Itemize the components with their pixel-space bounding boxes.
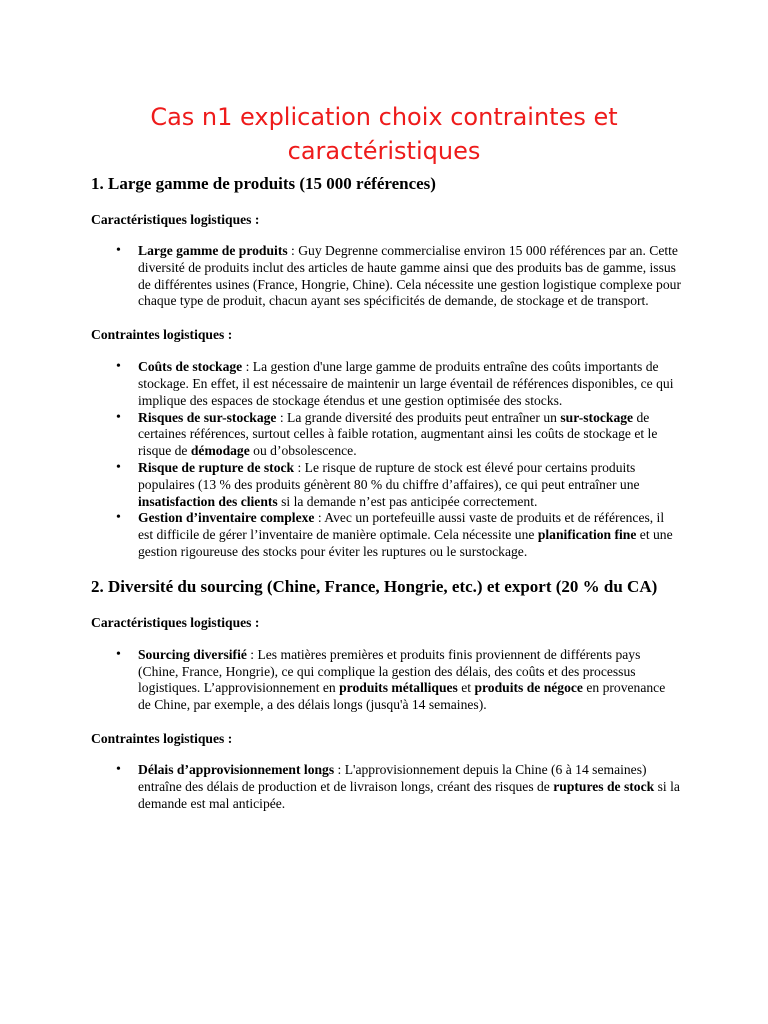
document-title-line-1: Cas n1 explication choix contraintes et <box>150 103 618 132</box>
list-item: • Délais d’approvisionnement longs : L'approvisionnement depuis la Chine (6 à 14 semaines) entraîne des délais de production et de livraison longs, créant des risques de ruptures de stock si la demande est mal anticipée. <box>138 762 681 812</box>
document-title <box>0 100 768 168</box>
list-item: • Large gamme de produits : Guy Degrenne commercialise environ 15 000 références par an. Cette diversité de produits inclut des articles de haute gamme ainsi que des produits bas de gamme, issus de différentes usines (France, Hongrie, Chine). Cela nécessite une gestion logistique complexe pour chaque type de produit, chacun ayant ses spécificités de demande, de stockage et de transport. <box>138 243 681 310</box>
list-item: • Risque de rupture de stock : Le risque de rupture de stock est élevé pour certains produits populaires (13 % des produits génèrent 80 % du chiffre d’affaires), ce qui peut entraîner une insatisfaction des clients si la demande n’est pas anticipée correctement. <box>138 460 681 510</box>
section-2-characteristics-list <box>91 647 681 714</box>
section-2-heading: 2. Diversité du sourcing (Chine, France, Hongrie, etc.) et export (20 % du CA) <box>91 576 658 596</box>
section-1-heading: 1. Large gamme de produits (15 000 références) <box>91 174 436 193</box>
section-1-constraints-label: Contraintes logistiques : <box>91 327 233 343</box>
section-2-characteristics-label: Caractéristiques logistiques : <box>91 614 260 630</box>
section-1-characteristics-list <box>91 243 681 310</box>
list-item: • Gestion d’inventaire complexe : Avec un portefeuille aussi vaste de produits et de références, il est difficile de gérer l’inventaire de manière optimale. Cela nécessite une planification fine et une gestion rigoureuse des stocks pour éviter les ruptures ou le surstockage. <box>138 510 681 560</box>
list-item: • Coûts de stockage : La gestion d'une large gamme de produits entraîne des coûts importants de stockage. En effet, il est nécessaire de maintenir un large éventail de références disponibles, ce qui implique des espaces de stockage étendus et une gestion optimisée des stocks. <box>138 359 681 409</box>
section-2-constraints-list <box>91 762 681 812</box>
document-title-line-2: caractéristiques <box>287 137 481 166</box>
list-item: • Sourcing diversifié : Les matières premières et produits finis proviennent de différents pays (Chine, France, Hongrie), ce qui complique la gestion des délais, des coûts et des processus logistiques. L’approvisionnement en produits métalliques et produits de négoce en provenance de Chine, par exemple, a des délais longs (jusqu'à 14 semaines). <box>138 647 681 714</box>
section-1-characteristics-label: Caractéristiques logistiques : <box>91 212 260 227</box>
section-2-constraints-label: Contraintes logistiques : <box>91 730 233 746</box>
section-1-constraints-list <box>91 359 681 561</box>
document-body <box>91 172 681 812</box>
list-item: • Risques de sur-stockage : La grande diversité des produits peut entraîner un sur-stockage de certaines références, surtout celles à faible rotation, augmentant ainsi les coûts de stockage et le risque de démodage ou d’obsolescence. <box>138 410 681 460</box>
